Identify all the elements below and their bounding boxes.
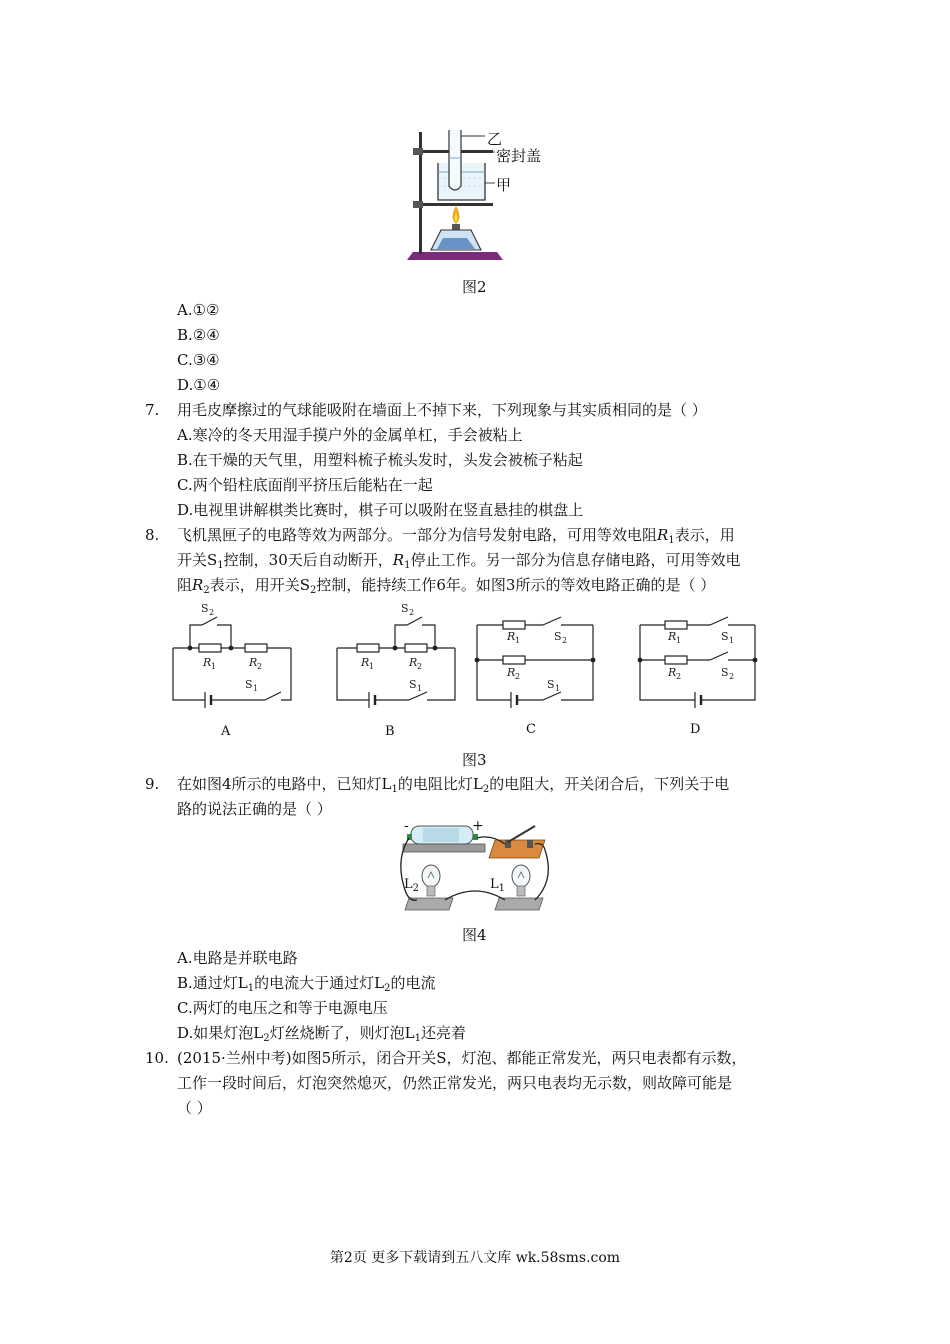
svg-text:R: R [409,656,418,669]
figure-3-circuits [165,600,765,750]
q10-number: 10. [145,1049,169,1067]
q9-option-b: B.通过灯$L_1$的电流大于通过灯$L_2$的电流 [177,974,436,994]
fig4-caption: 图4 [462,926,487,944]
svg-text:S: S [409,678,417,691]
svg-text:R: R [249,656,258,669]
svg-text:2: 2 [515,672,521,681]
svg-text:R: R [668,666,677,679]
fig2-label-jia: 甲 [496,176,512,194]
q8-line-3: 阻$R_2$表示，用开关$S_2$控制，能持续工作6年。如图3所示的等效电路正确的是（ ） [177,576,716,596]
q6-option-d: D.①④ [177,376,221,394]
svg-text:1: 1 [369,662,375,671]
svg-text:1: 1 [253,684,259,693]
q9-number: 9. [145,775,160,793]
q9-line-1: 在如图4所示的电路中，已知灯$L_1$的电阻比灯$L_2$的电阻大，开关闭合后，下列关于电 [177,775,730,795]
q8-line-1: 飞机黑匣子的电路等效为两部分。一部分为信号发射电路，可用等效电阻$R_1$表示，用 [177,526,735,546]
svg-text:2: 2 [676,672,682,681]
q9-line-2: 路的说法正确的是（ ） [177,800,332,818]
svg-text:S: S [721,630,729,643]
svg-text:1: 1 [676,636,682,645]
q8-number: 8. [145,526,160,544]
q7-option-a: A.寒冷的冬天用湿手摸户外的金属单杠，手会被粘上 [177,426,523,444]
svg-text:R: R [361,656,370,669]
fig3-choice-d: D [690,722,701,737]
svg-text:R: R [203,656,212,669]
svg-text:1: 1 [211,662,217,671]
svg-text:2: 2 [409,608,415,617]
svg-text:2: 2 [257,662,263,671]
q6-option-c: C.③④ [177,351,220,369]
fig2-label-yi: 乙 [487,130,503,148]
fig4-minus-terminal: - [404,818,409,834]
svg-text:S: S [721,666,729,679]
svg-text:2: 2 [417,662,423,671]
svg-text:R: R [507,666,516,679]
figure-4-circuit [395,820,555,915]
q9-option-c: C.两灯的电压之和等于电源电压 [177,999,388,1017]
svg-text:S: S [245,678,253,691]
svg-text:2: 2 [209,608,215,617]
fig3-caption: 图3 [462,751,487,769]
q7-option-b: B.在干燥的天气里，用塑料梳子梳头发时，头发会被梳子粘起 [177,451,583,469]
fig3-choice-b: B [385,724,395,739]
svg-text:2: 2 [729,672,735,681]
svg-text:1: 1 [729,636,735,645]
q7-option-c: C.两个铅柱底面削平挤压后能粘在一起 [177,476,433,494]
q8-line-2: 开关$S_1$控制，30天后自动断开，$R_1$停止工作。另一部分为信息存储电路，可用等效电 [177,551,741,571]
q6-option-b: B.②④ [177,326,220,344]
q9-option-d: D.如果灯泡$L_2$灯丝烧断了，则灯泡$L_1$还亮着 [177,1024,466,1044]
fig2-label-cover: 密封盖 [496,147,542,165]
svg-text:S: S [547,678,555,691]
svg-text:S: S [401,602,409,615]
fig3-choice-a: A [221,724,231,739]
page-footer: 第2页 更多下载请到五八文库 wk.58sms.com [329,1250,621,1266]
svg-text:1: 1 [555,684,561,693]
fig4-label-l1: $L_1$ [490,877,506,894]
fig2-caption: 图2 [462,278,487,296]
fig4-plus-terminal: + [472,818,484,834]
q6-option-a: A.①② [177,301,220,319]
svg-text:S: S [201,602,209,615]
svg-text:1: 1 [417,684,423,693]
svg-text:S: S [554,630,562,643]
q7-number: 7. [145,401,160,419]
q9-option-a: A.电路是并联电路 [177,949,298,967]
q10-line-3: （ ） [177,1099,212,1117]
fig4-label-l2: $L_2$ [404,877,420,894]
q10-line-2: 工作一段时间后，灯泡突然熄灭，仍然正常发光，两只电表均无示数，则故障可能是 [177,1074,733,1092]
q7-option-d: D.电视里讲解棋类比赛时，棋子可以吸附在竖直悬挂的棋盘上 [177,501,584,519]
svg-text:R: R [507,630,516,643]
svg-text:1: 1 [515,636,521,645]
q10-line-1: (2015·兰州中考)如图5所示，闭合开关S，灯泡、都能正常发光，两只电表都有示数， [177,1049,747,1067]
svg-text:2: 2 [562,636,568,645]
q7-stem: 用毛皮摩擦过的气球能吸附在墙面上不掉下来，下列现象与其实质相同的是（ ） [177,401,707,419]
fig3-choice-c: C [526,722,536,737]
svg-text:R: R [668,630,677,643]
